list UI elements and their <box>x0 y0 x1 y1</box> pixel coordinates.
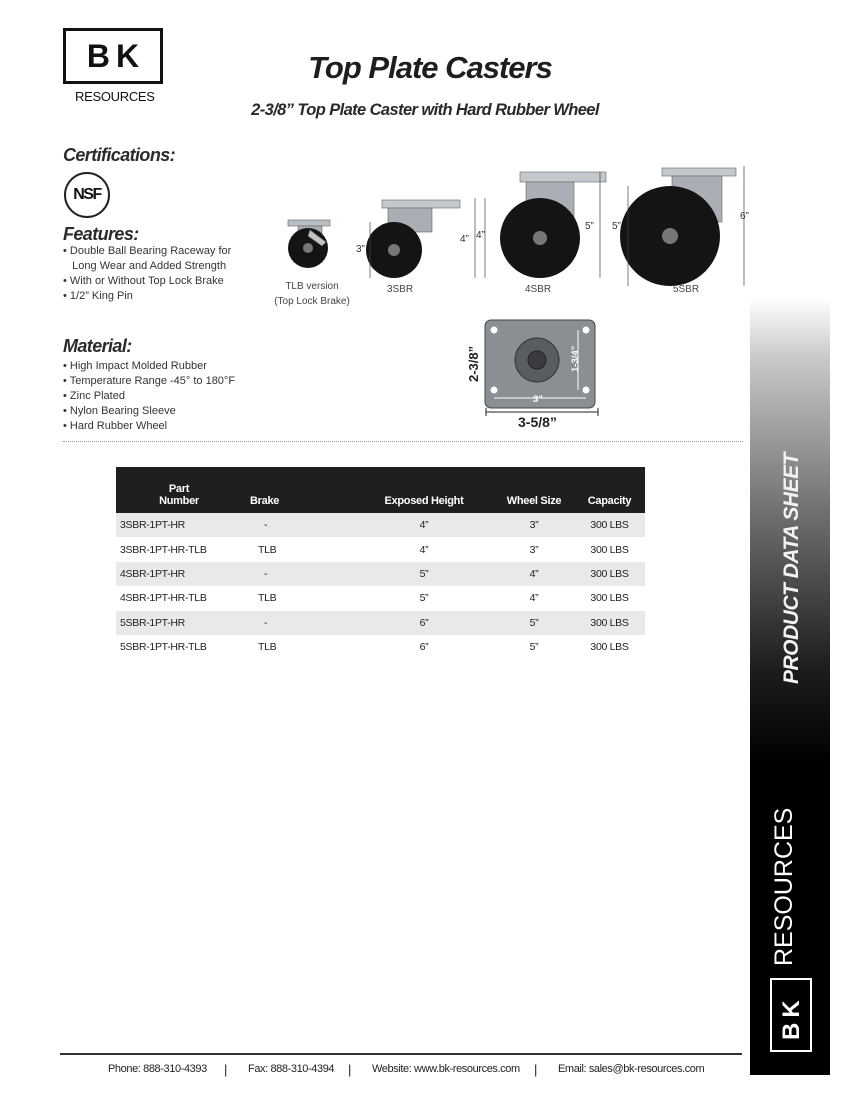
cell-part: 3SBR-1PT-HR-TLB <box>120 543 207 556</box>
section-divider <box>63 441 743 442</box>
caster-tlb-icon <box>288 220 330 268</box>
table-row <box>116 611 645 635</box>
certifications-heading: Certifications: <box>63 145 176 165</box>
footer-separator: | <box>224 1062 228 1077</box>
page-subtitle: 2-3/8” Top Plate Caster with Hard Rubber Wheel <box>251 101 599 119</box>
cell-part: 4SBR-1PT-HR <box>116 562 242 586</box>
material-heading: Material: <box>63 336 132 356</box>
list-item: • Nylon Bearing Sleeve <box>63 405 176 417</box>
header-exposed-height: Exposed Height <box>354 467 494 513</box>
features-list <box>63 244 231 304</box>
footer-separator: | <box>348 1062 352 1077</box>
product-data-sheet-label: PRODUCT DATA SHEET <box>780 453 803 684</box>
table-row <box>116 586 645 610</box>
cell-wheel: 3” <box>494 513 574 537</box>
plate-width-dim: 3-5/8” <box>518 414 557 430</box>
cell-brake: - <box>242 562 354 586</box>
plate-hole-height-dim: 1-3/4” <box>570 345 581 372</box>
caster-illustrations <box>270 160 750 295</box>
footer-separator: | <box>534 1062 538 1077</box>
list-item: Long Wear and Added Strength <box>63 260 227 272</box>
caster-5sbr-dim-a: 5” <box>585 221 594 232</box>
cell-height: 4” <box>419 543 429 556</box>
header-wheel-size: Wheel Size <box>494 467 574 513</box>
footer-rule <box>60 1053 742 1055</box>
cell-wheel: 4” <box>529 592 539 605</box>
logo-subtext: RESOURCES <box>75 89 155 104</box>
list-item: • Double Ball Bearing Raceway for <box>63 245 232 257</box>
footer-website-link[interactable]: Website: www.bk-resources.com <box>372 1063 520 1075</box>
caster-4sbr-dim-inner: 4” <box>476 230 485 241</box>
cell-wheel: 5” <box>529 641 539 654</box>
cell-height: 6” <box>354 611 494 635</box>
cell-brake: - <box>242 611 354 635</box>
caster-5sbr-label: 5SBR <box>672 284 700 295</box>
header-brake: Brake <box>242 467 354 513</box>
caster-3sbr-dim: 3” <box>356 244 365 255</box>
header-part-number <box>116 467 242 513</box>
cell-part: 5SBR-1PT-HR <box>116 611 242 635</box>
cell-capacity: 300 LBS <box>574 611 645 635</box>
cell-capacity: 300 LBS <box>574 562 645 586</box>
table-row <box>116 537 645 561</box>
material-list <box>63 359 235 434</box>
nsf-badge-icon <box>64 172 110 218</box>
list-item: • With or Without Top Lock Brake <box>63 275 224 287</box>
cell-brake: TLB <box>258 641 277 654</box>
cell-capacity: 300 LBS <box>574 513 645 537</box>
caster-5sbr-dim-b: 5” <box>612 221 621 232</box>
cell-part: 3SBR-1PT-HR <box>116 513 242 537</box>
cell-capacity: 300 LBS <box>590 592 629 605</box>
features-heading: Features: <box>63 224 139 244</box>
cell-wheel: 3” <box>529 543 539 556</box>
cell-capacity: 300 LBS <box>590 543 629 556</box>
tlb-label: TLB version <box>285 281 339 292</box>
nsf-badge-text: NSF <box>73 186 101 203</box>
list-item: • Zinc Plated <box>63 390 125 402</box>
cell-brake: TLB <box>258 592 277 605</box>
caster-5sbr-icon <box>620 166 744 286</box>
cell-brake: - <box>242 513 354 537</box>
page-title: Top Plate Casters <box>308 50 552 85</box>
list-item: • Temperature Range -45° to 180°F <box>63 375 236 387</box>
footer-phone: Phone: 888-310-4393 <box>108 1063 207 1075</box>
cell-height: 4” <box>354 513 494 537</box>
cell-capacity: 300 LBS <box>590 641 629 654</box>
list-item: • 1/2” King Pin <box>63 290 133 302</box>
cell-height: 5” <box>419 592 429 605</box>
plate-hole-width-dim: 3” <box>533 394 544 405</box>
table-row <box>116 513 645 537</box>
table-row <box>116 635 645 659</box>
plate-height-dim: 2-3/8” <box>466 345 481 382</box>
caster-4sbr-dim-outer: 4” <box>460 234 469 245</box>
cell-part: 5SBR-1PT-HR-TLB <box>120 641 207 654</box>
header-capacity: Capacity <box>574 467 645 513</box>
logo-letters: BK <box>86 37 146 74</box>
footer-email-link[interactable]: Email: sales@bk-resources.com <box>558 1063 705 1075</box>
sidebar-brand-word: RESOURCES <box>770 807 798 966</box>
table-row <box>116 562 645 586</box>
caster-3sbr-label: 3SBR <box>386 284 414 295</box>
list-item: • Hard Rubber Wheel <box>63 420 168 432</box>
cell-height: 5” <box>354 562 494 586</box>
sidebar-brand-letters: BK <box>778 995 805 1040</box>
footer-fax: Fax: 888-310-4394 <box>248 1063 335 1075</box>
cell-brake: TLB <box>258 543 277 556</box>
cell-height: 6” <box>419 641 429 654</box>
caster-5sbr-dim-c: 6” <box>740 211 749 222</box>
header-part-line1: Part <box>168 483 190 495</box>
tlb-label-sub: (Top Lock Brake) <box>274 296 350 307</box>
caster-3sbr-icon <box>366 200 460 278</box>
cell-part: 4SBR-1PT-HR-TLB <box>120 592 207 605</box>
table-header-row <box>116 467 645 513</box>
header-part-line2: Number <box>159 495 199 507</box>
cell-wheel: 5” <box>494 611 574 635</box>
list-item: • High Impact Molded Rubber <box>63 360 207 372</box>
brand-logo <box>63 28 163 84</box>
spec-table <box>116 467 645 659</box>
cell-wheel: 4” <box>494 562 574 586</box>
caster-4sbr-label: 4SBR <box>524 284 552 295</box>
